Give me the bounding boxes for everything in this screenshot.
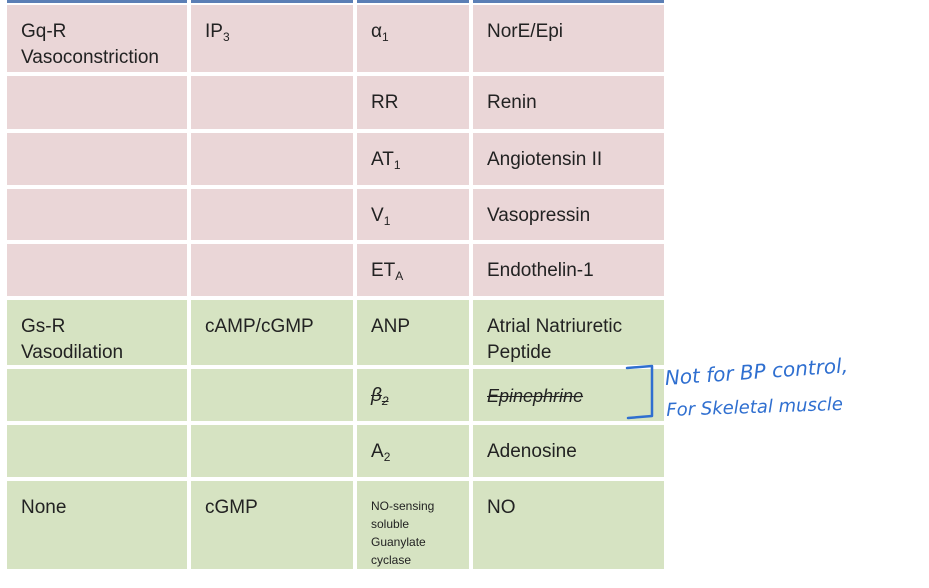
cell-subtype-beta2: $\beta_2$ bbox=[357, 369, 469, 421]
cell-ligand-no: NO bbox=[473, 481, 664, 569]
cell-receptor-gq: Gq-R Vasoconstriction bbox=[7, 5, 187, 72]
cell-empty bbox=[7, 189, 187, 240]
annotation-line-1: Not for BP control, bbox=[664, 353, 849, 390]
cell-subtype-rr: RR bbox=[357, 76, 469, 129]
cell-subtype-v1: $V_1$ bbox=[357, 189, 469, 240]
receptor-table bbox=[7, 0, 664, 569]
cell-messenger-ip3: $IP_3$ bbox=[191, 5, 353, 72]
cell-empty bbox=[191, 133, 353, 185]
cell-subtype-sgc: NO-sensing soluble Guanylate cyclase bbox=[357, 481, 469, 569]
cell-subtype-alpha1: $\alpha_1$ bbox=[357, 5, 469, 72]
cell-empty bbox=[191, 244, 353, 296]
cell-subtype-anp: ANP bbox=[357, 300, 469, 365]
cell-ligand-norepi: NorE/Epi bbox=[473, 5, 664, 72]
cell-empty bbox=[7, 244, 187, 296]
cell-empty bbox=[191, 76, 353, 129]
cell-ligand-endothelin: Endothelin-1 bbox=[473, 244, 664, 296]
cell-ligand-epinephrine: Epinephrine bbox=[473, 369, 664, 421]
cell-messenger-camp: cAMP/cGMP bbox=[191, 300, 353, 365]
cell-empty bbox=[7, 425, 187, 477]
cell-ligand-angiotensin: Angiotensin II bbox=[473, 133, 664, 185]
annotation-line-2: For Skeletal muscle bbox=[666, 393, 844, 421]
cell-empty bbox=[7, 133, 187, 185]
cell-empty bbox=[191, 369, 353, 421]
cell-ligand-vasopressin: Vasopressin bbox=[473, 189, 664, 240]
cell-subtype-eta: $ET_A$ bbox=[357, 244, 469, 296]
cell-ligand-renin: Renin bbox=[473, 76, 664, 129]
cell-receptor-gs: Gs-R Vasodilation bbox=[7, 300, 187, 365]
handwritten-annotation bbox=[622, 353, 929, 428]
cell-ligand-anp: Atrial Natriuretic Peptide bbox=[473, 300, 664, 365]
cell-empty bbox=[7, 76, 187, 129]
cell-empty bbox=[191, 425, 353, 477]
cell-messenger-cgmp: cGMP bbox=[191, 481, 353, 569]
cell-empty bbox=[191, 189, 353, 240]
cell-empty bbox=[7, 369, 187, 421]
cell-subtype-at1: $AT_1$ bbox=[357, 133, 469, 185]
cell-ligand-adenosine: Adenosine bbox=[473, 425, 664, 477]
cell-receptor-none: None bbox=[7, 481, 187, 569]
cell-subtype-a2: $A_2$ bbox=[357, 425, 469, 477]
